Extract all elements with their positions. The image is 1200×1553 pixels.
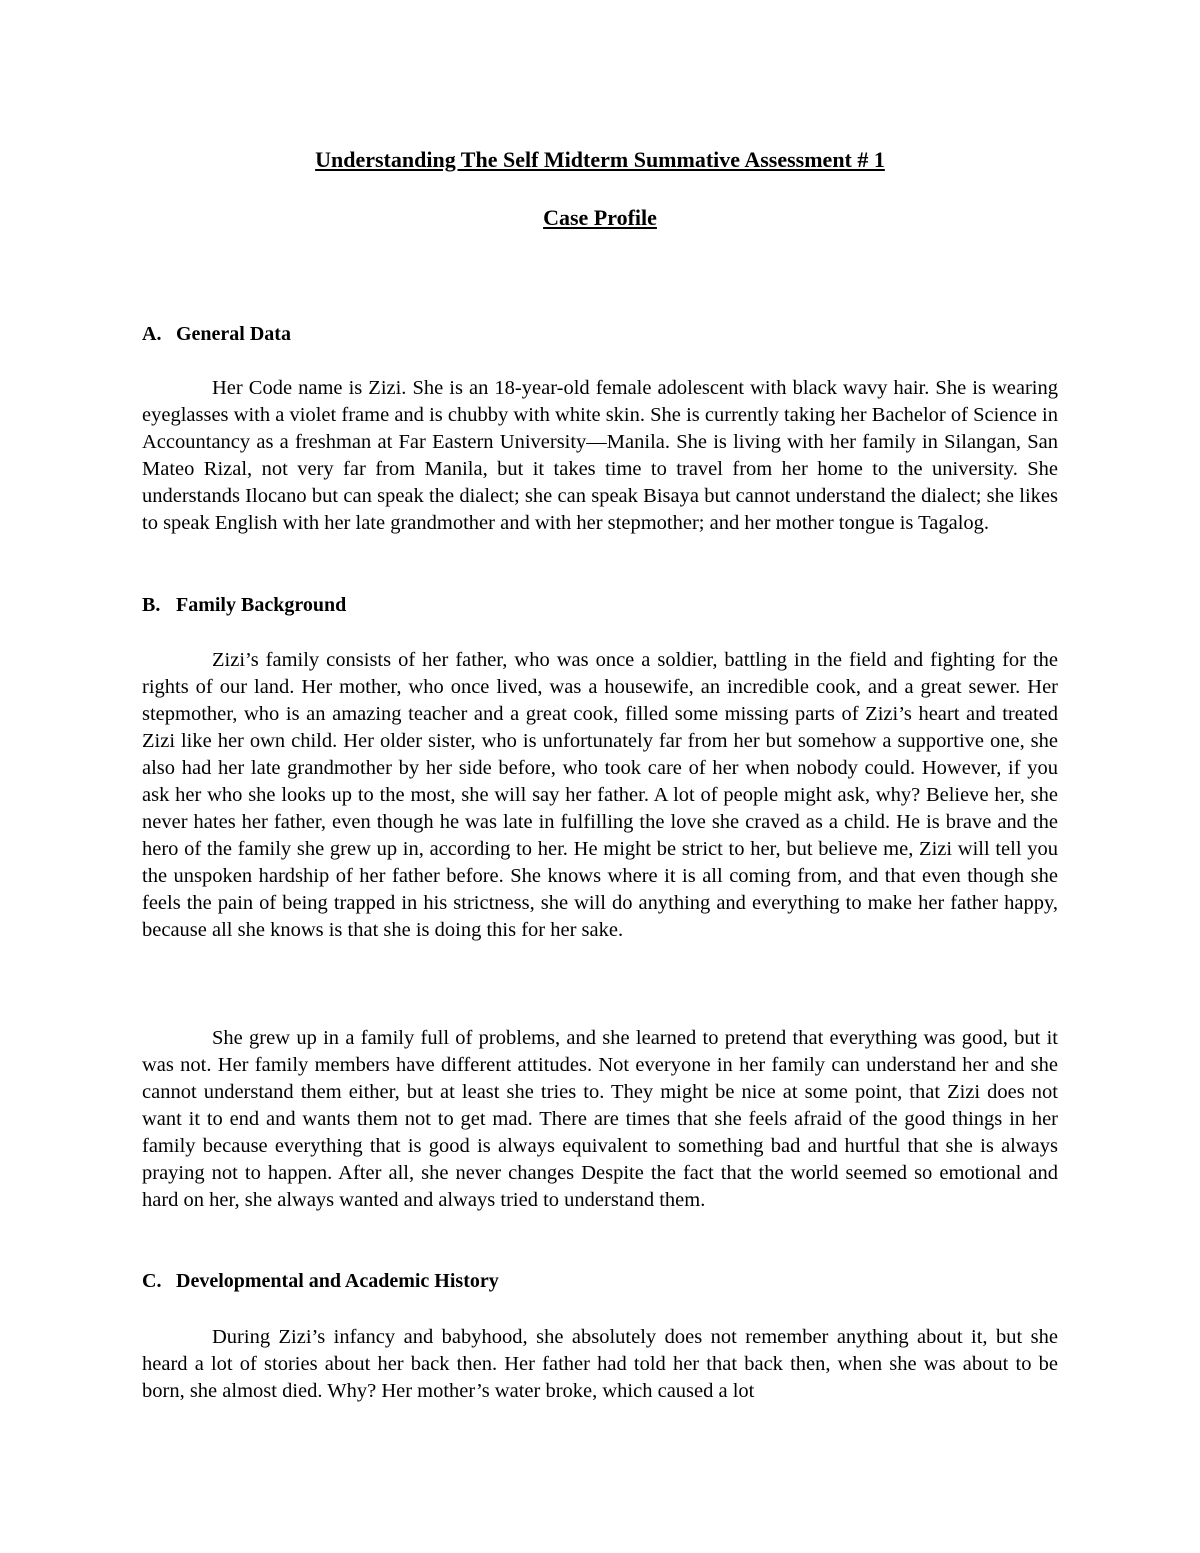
section-title: Family Background bbox=[176, 594, 347, 616]
section-letter: A. bbox=[142, 323, 162, 345]
paragraph-developmental-history: During Zizi’s infancy and babyhood, she absolutely does not remember anything about it, but she heard a lot of stories about her back then. Her father had told her that back then, when she was about to be born, she almost died. Why? Her mother’s water broke, which caused a lot bbox=[142, 1326, 1058, 1402]
section-title: General Data bbox=[176, 323, 291, 345]
section-heading-general-data bbox=[142, 321, 291, 347]
paragraph-family-background-1: Zizi’s family consists of her father, who was once a soldier, battling in the field and fighting for the rights of our land. Her mother, who once lived, was a housewife, an incredible cook, and a great sewer. Her stepmother, who is an amazing teacher and a great cook, filled some missing parts of Zizi’s heart and treated Zizi like her own child. Her older sister, who is unfortunately far from her but somehow a supportive one, she also had her late grandmother by her side before, who took care of her when nobody could. However, if you ask her who she looks up to the most, she will say her father. A lot of people might ask, why? Believe her, she never hates her father, even though he was late in fulfilling the love she craved as a child. He is brave and the hero of the family she grew up in, according to her. He might be strict to her, but believe me, Zizi will tell you the unspoken hardship of her father before. She knows where it is all coming from, and that even though she feels the pain of being trapped in his strictness, she will do anything and everything to make her father happy, because all she knows is that she is doing this for her sake. bbox=[142, 649, 1058, 941]
section-title: Developmental and Academic History bbox=[176, 1270, 499, 1292]
section-letter: B. bbox=[142, 594, 161, 616]
section-heading-family-background bbox=[142, 592, 346, 618]
section-letter: C. bbox=[142, 1270, 162, 1292]
document-subtitle: Case Profile bbox=[543, 205, 657, 230]
section-heading-developmental-academic-history bbox=[142, 1268, 499, 1294]
paragraph-general-data: Her Code name is Zizi. She is an 18-year-old female adolescent with black wavy hair. She is wearing eyeglasses with a violet frame and is chubby with white skin. She is currently taking her Bachelor of Science in Accountancy as a freshman at Far Eastern University—Manila. She is living with her family in Silangan, San Mateo Rizal, not very far from Manila, but it takes time to travel from her home to the university. She understands Ilocano but can speak the dialect; she can speak Bisaya but cannot understand the dialect; she likes to speak English with her late grandmother and with her stepmother; and her mother tongue is Tagalog. bbox=[142, 377, 1058, 534]
paragraph-family-background-2: She grew up in a family full of problems, and she learned to pretend that everything was good, but it was not. Her family members have different attitudes. Not everyone in her family can understand her and she cannot understand them either, but at least she tries to. They might be nice at some point, that Zizi does not want it to end and wants them not to get mad. There are times that she feels afraid of the good things in her family because everything that is good is always equivalent to something bad and hurtful that she is always praying not to happen. After all, she never changes Despite the fact that the world seemed so emotional and hard on her, she always wanted and always tried to understand them. bbox=[142, 1027, 1058, 1211]
document-title: Understanding The Self Midterm Summative Assessment # 1 bbox=[315, 147, 885, 172]
